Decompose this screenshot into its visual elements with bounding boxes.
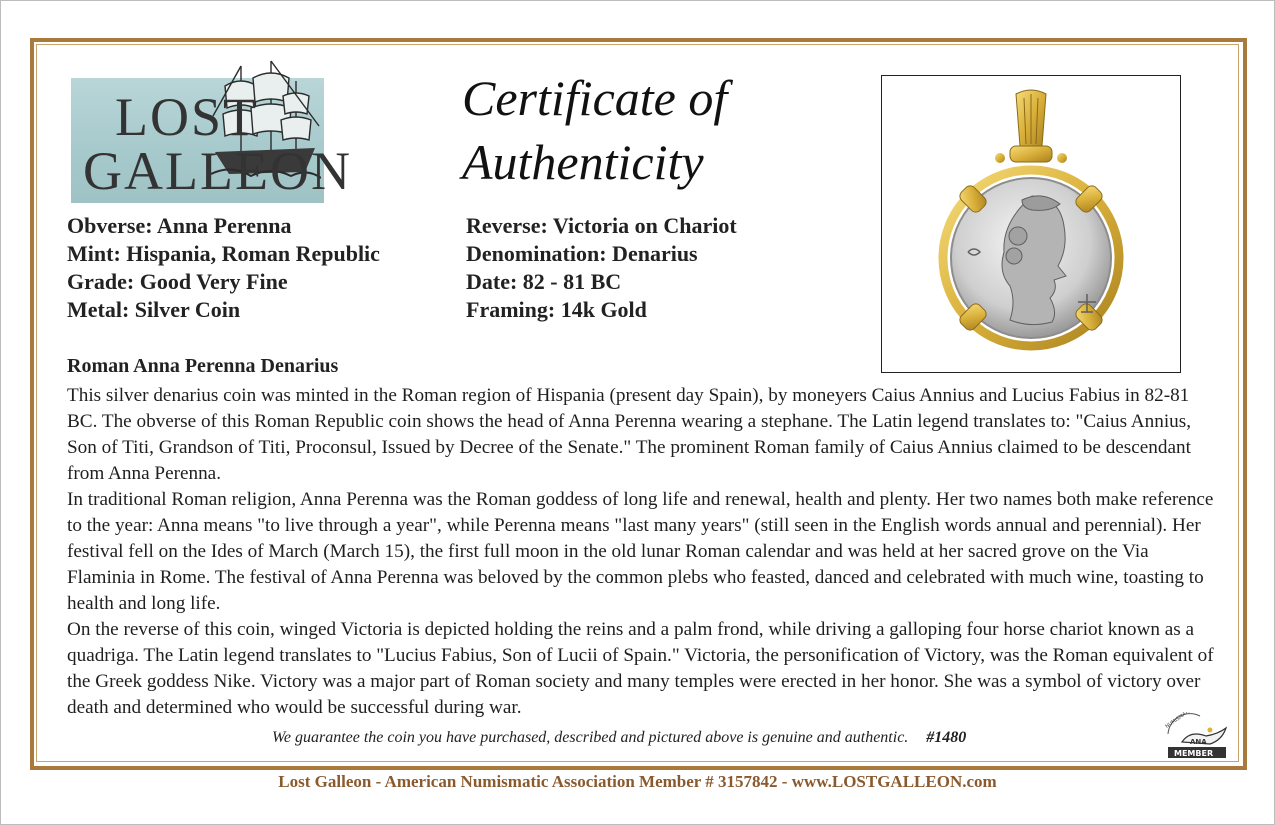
certificate-title [462,66,822,194]
description-paragraph: In traditional Roman religion, Anna Perenna was the Roman goddess of long life and renewal, health and plenty. Her two names both make reference to the year: Anna means "to live through a year", while Perenna means "last many years" (still seen in the English words annual and perennial). Her festival fell on the Ides of March (March 15), the first full moon in the old lunar Roman calendar and was held at her sacred grove on the Via Flaminia in Rome. The festival of Anna Perenna was beloved by the common plebs who feasted, danced and celebrated with much wine, toasting to health and long life. [67,489,1214,614]
coin-pendant-image [882,76,1179,371]
attr-reverse: Reverse: Victoria on Chariot [466,213,737,238]
attributes-right [466,212,737,324]
footer-contact-line: Lost Galleon - American Numismatic Association Member # 3157842 - www.LOSTGALLEON.com [278,772,997,791]
badge-arc-text: NUMISMATIC [1164,712,1194,730]
description-body [67,383,1219,721]
title-line-1: Certificate of [462,70,728,126]
attr-mint: Mint: Hispania, Roman Republic [67,241,380,266]
attr-date: Date: 82 - 81 BC [466,269,622,294]
attr-denomination: Denomination: Denarius [466,241,698,266]
description-heading: Roman Anna Perenna Denarius [67,355,339,377]
description-paragraph: This silver denarius coin was minted in the Roman region of Hispania (present day Spain), by moneyers Caius Annius and Lucius Fabius in 82-81 BC. The obverse of this Roman Republic coin shows the head of Anna Perenna wearing a stephane. The Latin legend translates to: "Caius Annius, Son of Titi, Grandson of Titi, Proconsul, Issued by Decree of the Senate." The prominent Roman family of Caius Annius claimed to be descendant from Anna Perenna. [67,385,1192,484]
attr-framing: Framing: 14k Gold [466,297,647,322]
description-paragraph: On the reverse of this coin, winged Victoria is depicted holding the reins and a palm frond, while driving a galloping four horse chariot known as a quadriga. The Latin legend translates to "Lucius Fabius, Son of Lucii of Spain." Victoria, the personification of Victory, was the Roman equivalent of the Greek goddess Nike. Victory was a major part of Roman society and many temples were erected in her honor. She was a symbol of victory over death and determined who would be successful during war. [67,619,1214,718]
attr-metal: Metal: Silver Coin [67,297,241,322]
ana-member-badge [1160,712,1230,767]
certificate-number: #1480 [926,729,967,746]
logo-word-galleon: GALLEON [83,141,352,201]
badge-member-text: MEMBER [1174,749,1214,758]
coin-photo-frame [881,75,1181,373]
attr-grade: Grade: Good Very Fine [67,269,288,294]
attributes-left [67,212,380,324]
attr-obverse: Obverse: Anna Perenna [67,213,292,238]
ana-member-lamp-icon [1160,712,1230,762]
guarantee-text: We guarantee the coin you have purchased, described and pictured above is genuine and authentic. [272,729,909,746]
logo-word-lost: LOST [115,87,258,147]
badge-ana-text: ANA [1190,738,1207,746]
title-line-2: Authenticity [462,134,704,190]
guarantee-line [272,729,966,747]
lost-galleon-logo [71,78,352,203]
